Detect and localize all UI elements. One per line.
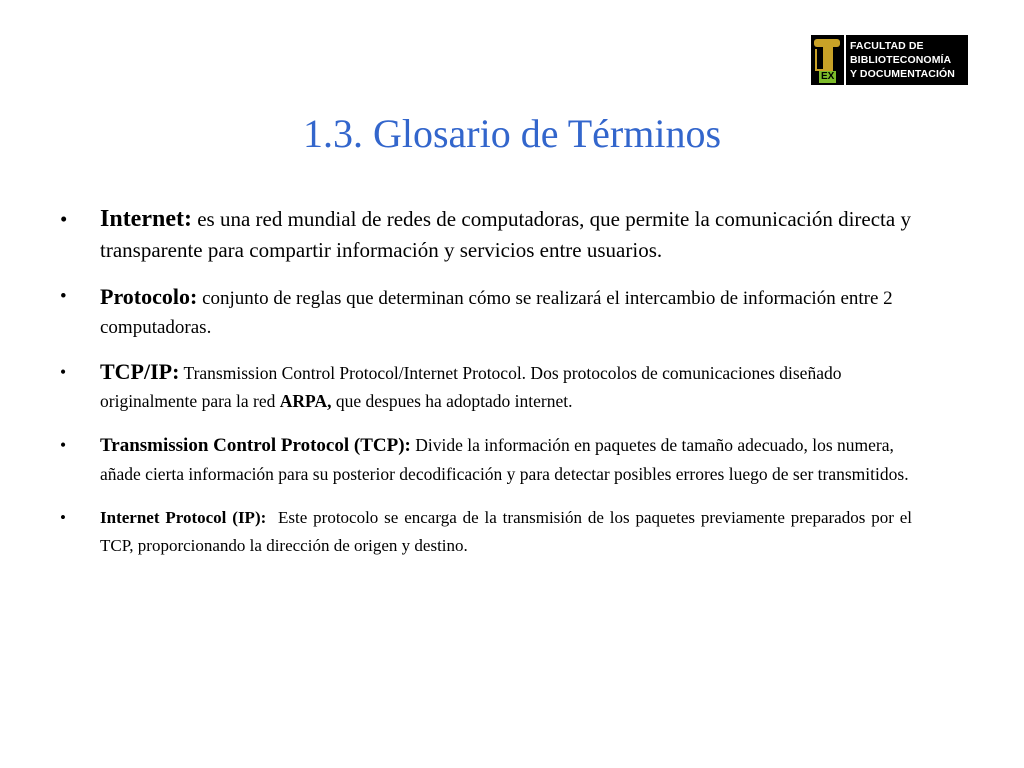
- glossary-item-tcp: [60, 431, 912, 488]
- key-emblem-icon: [811, 35, 844, 85]
- glossary-definition: es una red mundial de redes de computadoras, que permite la comunicación directa y transparente para compartir información y servicios entre usuarios.: [100, 207, 911, 262]
- glossary-term: TCP/IP:: [100, 359, 180, 384]
- logo-text: [846, 35, 968, 85]
- glossary-term: Protocolo:: [100, 284, 198, 309]
- bullet-icon: •: [60, 207, 68, 231]
- glossary-definition: Divide la información en paquetes de tamaño adecuado, los numera, añade cierta información para su posterior decodificación y para detectar posibles errores luego de ser transmitidos.: [100, 435, 909, 484]
- glossary-item-protocolo: [60, 282, 912, 342]
- faculty-logo: [811, 35, 968, 85]
- bullet-icon: •: [60, 286, 67, 307]
- logo-line-3: Y DOCUMENTACIÓN: [850, 68, 955, 80]
- logo-line-1: FACULTAD DE: [850, 40, 924, 52]
- bullet-icon: •: [60, 508, 66, 527]
- glossary-item-tcpip: [60, 358, 912, 415]
- glossary-item-internet: [60, 204, 912, 266]
- glossary-term: Transmission Control Protocol (TCP):: [100, 435, 411, 456]
- glossary-definition: Este protocolo se encarga de la transmisión de los paquetes previamente preparados por el TCP, proporcionando la dirección de origen y destino.: [100, 508, 912, 555]
- bullet-icon: •: [60, 362, 67, 382]
- page-title: 1.3. Glosario de Términos: [302, 111, 722, 156]
- glossary-definition-tail: que despues ha adoptado internet.: [335, 391, 573, 411]
- logo-line-2: BIBLIOTECONOMÍA: [850, 54, 952, 66]
- glossary-list: [60, 204, 912, 576]
- arpa-emphasis: ARPA,: [279, 391, 332, 411]
- glossary-term: Internet:: [100, 206, 192, 232]
- glossary-definition: conjunto de reglas que determinan cómo se realizará el intercambio de información entre 2 computadoras.: [100, 288, 893, 338]
- bullet-icon: •: [60, 435, 67, 455]
- glossary-item-ip: [60, 504, 912, 560]
- logo-ex-mark: EX: [821, 71, 835, 82]
- glossary-term: Internet Protocol (IP):: [100, 508, 267, 527]
- glossary-definition: Transmission Control Protocol/Internet Protocol. Dos protocolos de comunicaciones diseñado originalmente para la red: [100, 363, 842, 411]
